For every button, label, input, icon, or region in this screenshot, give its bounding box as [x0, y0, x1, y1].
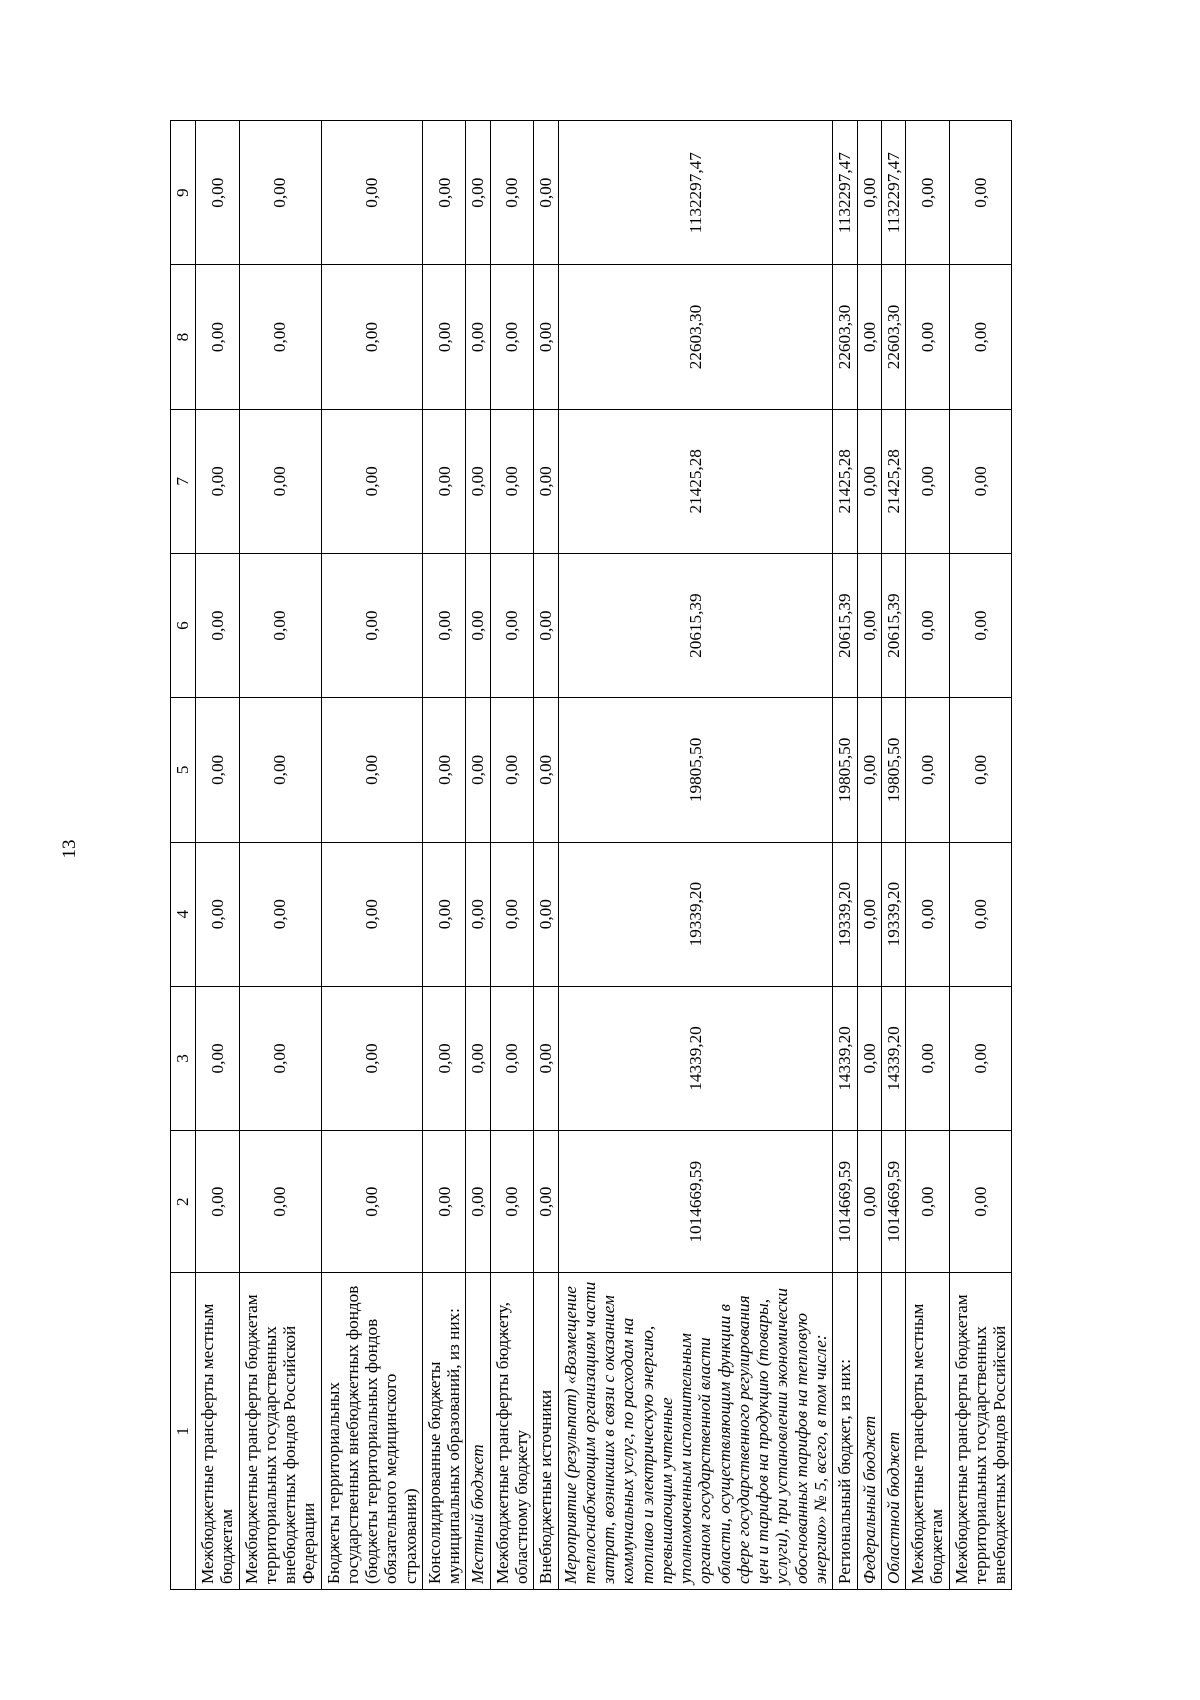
table-cell-value: 0,00	[321, 986, 422, 1130]
table-cell-value: 0,00	[466, 698, 490, 842]
row-label: Мероприятие (результат) «Возмещение теплоснабжающим организациям части затрат, возникших в связи с оказанием коммунальных услуг, по расходам на топливо и электрическую энергию, превышающим учтенные уполномоченным исполнительным органом государственной власти области, осуществляющим функции в сфере государственного регулирования цен и тарифов на продукцию (товары, услуги), при установлении экономически обоснованных тарифов на тепловую энергию» № 5, всего, в том числе:	[558, 1273, 833, 1590]
table-cell-value: 0,00	[466, 121, 490, 265]
table-row	[466, 121, 490, 1590]
table-cell-value: 0,00	[422, 409, 466, 553]
table-cell-value: 0,00	[949, 698, 1012, 842]
table-cell-value: 20615,39	[833, 553, 857, 697]
table-cell-value: 0,00	[857, 1131, 881, 1273]
table-cell-value: 0,00	[906, 265, 950, 409]
table-cell-value: 0,00	[466, 986, 490, 1130]
table-cell-value: 1132297,47	[833, 121, 857, 265]
table-cell-value: 0,00	[857, 842, 881, 986]
table-cell-value: 0,00	[906, 698, 950, 842]
table-row	[321, 121, 422, 1590]
table-cell-value: 22603,30	[881, 265, 905, 409]
table-cell-value: 21425,28	[833, 409, 857, 553]
table-cell-value: 0,00	[949, 1131, 1012, 1273]
table-cell-value: 0,00	[906, 553, 950, 697]
table-row	[949, 121, 1012, 1590]
table-cell-value: 0,00	[534, 698, 558, 842]
table-cell-value: 0,00	[490, 1131, 534, 1273]
row-label: Региональный бюджет, из них:	[833, 1273, 857, 1590]
table-cell-value: 14339,20	[833, 986, 857, 1130]
table-cell-value: 0,00	[196, 1131, 240, 1273]
table-cell-value: 0,00	[490, 121, 534, 265]
table-row	[906, 121, 950, 1590]
table-cell-value: 0,00	[906, 409, 950, 553]
column-header: 7	[171, 409, 196, 553]
column-header: 8	[171, 265, 196, 409]
table-cell-value: 0,00	[321, 121, 422, 265]
table-cell-value: 0,00	[949, 409, 1012, 553]
table-cell-value: 0,00	[422, 698, 466, 842]
table-cell-value: 0,00	[422, 121, 466, 265]
table-cell-value: 20615,39	[558, 553, 833, 697]
rotated-table-container	[170, 120, 1136, 1590]
table-cell-value: 22603,30	[833, 265, 857, 409]
row-label: Местный бюджет	[466, 1273, 490, 1590]
table-cell-value: 0,00	[949, 553, 1012, 697]
table-cell-value: 0,00	[466, 265, 490, 409]
table-cell-value: 1132297,47	[881, 121, 905, 265]
table-cell-value: 0,00	[857, 986, 881, 1130]
table-row	[422, 121, 466, 1590]
column-header: 6	[171, 553, 196, 697]
column-header: 5	[171, 698, 196, 842]
column-header: 1	[171, 1273, 196, 1590]
table-cell-value: 0,00	[534, 842, 558, 986]
table-cell-value: 0,00	[490, 842, 534, 986]
table-cell-value: 0,00	[466, 842, 490, 986]
table-cell-value: 0,00	[196, 842, 240, 986]
table-cell-value: 0,00	[239, 553, 321, 697]
table-cell-value: 0,00	[239, 842, 321, 986]
table-cell-value: 19339,20	[558, 842, 833, 986]
column-header: 3	[171, 986, 196, 1130]
table-cell-value: 19805,50	[881, 698, 905, 842]
table-row	[833, 121, 857, 1590]
table-cell-value: 0,00	[857, 121, 881, 265]
table-body	[196, 121, 1012, 1590]
table-cell-value: 0,00	[466, 409, 490, 553]
table-cell-value: 0,00	[239, 1131, 321, 1273]
column-header: 9	[171, 121, 196, 265]
table-cell-value: 14339,20	[881, 986, 905, 1130]
table-cell-value: 0,00	[534, 1131, 558, 1273]
table-cell-value: 0,00	[321, 1131, 422, 1273]
row-label: Областной бюджет	[881, 1273, 905, 1590]
table-cell-value: 1014669,59	[558, 1131, 833, 1273]
table-cell-value: 0,00	[321, 698, 422, 842]
table-cell-value: 0,00	[534, 986, 558, 1130]
table-cell-value: 0,00	[239, 698, 321, 842]
table-cell-value: 0,00	[949, 986, 1012, 1130]
table-cell-value: 14339,20	[558, 986, 833, 1130]
table-cell-value: 1014669,59	[833, 1131, 857, 1273]
table-cell-value: 20615,39	[881, 553, 905, 697]
table-cell-value: 0,00	[422, 842, 466, 986]
table-cell-value: 0,00	[534, 553, 558, 697]
row-label: Межбюджетные трансферты бюджетам территориальных государственных внебюджетных фондов Российской	[949, 1273, 1012, 1590]
table-cell-value: 0,00	[949, 121, 1012, 265]
table-cell-value: 0,00	[422, 1131, 466, 1273]
table-cell-value: 0,00	[906, 1131, 950, 1273]
table-row	[196, 121, 240, 1590]
table-cell-value: 0,00	[490, 265, 534, 409]
table-cell-value: 0,00	[321, 265, 422, 409]
table-row	[857, 121, 881, 1590]
table-cell-value: 0,00	[906, 986, 950, 1130]
table-cell-value: 0,00	[857, 265, 881, 409]
budget-table	[170, 120, 1012, 1590]
row-label: Бюджеты территориальных государственных внебюджетных фондов (бюджеты территориальных фондов обязательного медицинского страхования)	[321, 1273, 422, 1590]
table-cell-value: 0,00	[239, 121, 321, 265]
table-row	[881, 121, 905, 1590]
table-cell-value: 0,00	[239, 265, 321, 409]
table-row	[490, 121, 534, 1590]
table-cell-value: 0,00	[949, 265, 1012, 409]
row-label: Межбюджетные трансферты местным бюджетам	[196, 1273, 240, 1590]
table-cell-value: 1014669,59	[881, 1131, 905, 1273]
table-cell-value: 0,00	[534, 265, 558, 409]
column-header: 4	[171, 842, 196, 986]
table-cell-value: 0,00	[196, 553, 240, 697]
table-cell-value: 0,00	[949, 842, 1012, 986]
table-cell-value: 21425,28	[881, 409, 905, 553]
table-cell-value: 0,00	[321, 553, 422, 697]
table-cell-value: 19339,20	[881, 842, 905, 986]
table-cell-value: 0,00	[239, 409, 321, 553]
table-cell-value: 0,00	[534, 409, 558, 553]
row-label: Внебюджетные источники	[534, 1273, 558, 1590]
row-label: Федеральный бюджет	[857, 1273, 881, 1590]
table-cell-value: 0,00	[196, 121, 240, 265]
table-cell-value: 0,00	[196, 265, 240, 409]
table-cell-value: 22603,30	[558, 265, 833, 409]
row-label: Межбюджетные трансферты местным бюджетам	[906, 1273, 950, 1590]
table-cell-value: 0,00	[196, 986, 240, 1130]
table-cell-value: 0,00	[466, 553, 490, 697]
table-cell-value: 0,00	[906, 121, 950, 265]
column-header: 2	[171, 1131, 196, 1273]
table-cell-value: 0,00	[857, 409, 881, 553]
table-cell-value: 0,00	[422, 265, 466, 409]
page-number: 13	[59, 839, 80, 859]
table-cell-value: 0,00	[466, 1131, 490, 1273]
table-cell-value: 0,00	[490, 986, 534, 1130]
table-cell-value: 0,00	[422, 986, 466, 1130]
table-cell-value: 0,00	[321, 409, 422, 553]
row-label: Межбюджетные трансферты бюджетам территориальных государственных внебюджетных фондов Российской Федерации	[239, 1273, 321, 1590]
table-cell-value: 0,00	[857, 698, 881, 842]
table-cell-value: 19339,20	[833, 842, 857, 986]
table-cell-value: 0,00	[534, 121, 558, 265]
table-cell-value: 21425,28	[558, 409, 833, 553]
table-cell-value: 0,00	[490, 553, 534, 697]
table-cell-value: 0,00	[490, 409, 534, 553]
table-cell-value: 0,00	[321, 842, 422, 986]
table-cell-value: 0,00	[239, 986, 321, 1130]
table-cell-value: 19805,50	[558, 698, 833, 842]
table-row	[239, 121, 321, 1590]
table-cell-value: 0,00	[196, 698, 240, 842]
row-label: Консолидированные бюджеты муниципальных образований, из них:	[422, 1273, 466, 1590]
table-cell-value: 0,00	[422, 553, 466, 697]
table-cell-value: 0,00	[906, 842, 950, 986]
table-row	[534, 121, 558, 1590]
table-cell-value: 19805,50	[833, 698, 857, 842]
header-row	[171, 121, 196, 1590]
table-row	[558, 121, 833, 1590]
table-cell-value: 1132297,47	[558, 121, 833, 265]
table-cell-value: 0,00	[196, 409, 240, 553]
row-label: Межбюджетные трансферты бюджету, областному бюджету	[490, 1273, 534, 1590]
table-cell-value: 0,00	[490, 698, 534, 842]
table-cell-value: 0,00	[857, 553, 881, 697]
